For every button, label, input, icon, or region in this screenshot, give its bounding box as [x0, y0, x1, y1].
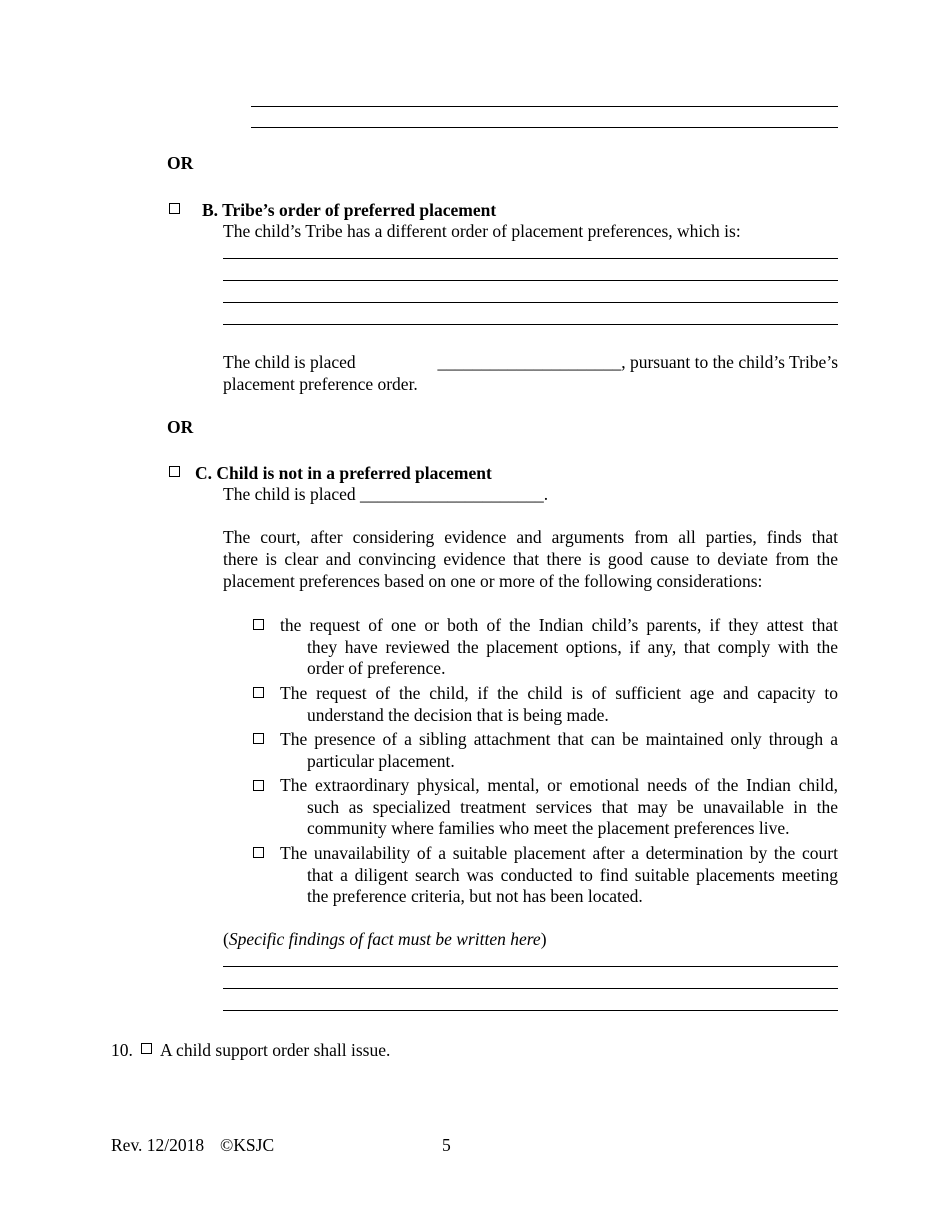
findings-blank-line-2[interactable]	[223, 988, 838, 989]
findings-close-paren: )	[540, 929, 547, 949]
item-10-number: 10.	[111, 1040, 133, 1060]
consideration-3-line-1: The presence of a sibling attachment that can be maintained only through a	[280, 729, 838, 749]
section-b-blank-line-3[interactable]	[223, 302, 838, 303]
section-b-blank-line-1[interactable]	[223, 258, 838, 259]
section-b-placed-suffix: , pursuant to the child’s Tribe’s	[621, 352, 838, 372]
footer-page-number: 5	[442, 1135, 451, 1155]
consideration-5	[280, 843, 838, 908]
consideration-5-checkbox[interactable]	[253, 847, 264, 858]
section-c-finding-line-3: placement preferences based on one or more of the following considerations:	[223, 571, 763, 591]
consideration-1-line-2: they have reviewed the placement options, if any, that comply with the	[307, 636, 838, 657]
section-b-checkbox[interactable]	[169, 203, 180, 214]
section-b-intro: The child’s Tribe has a different order of placement preferences, which is:	[223, 221, 741, 241]
findings-italic-text: Specific findings of fact must be written here	[228, 929, 541, 949]
footer-revision: Rev. 12/2018	[111, 1135, 205, 1155]
section-c-checkbox[interactable]	[169, 466, 180, 477]
section-c-finding-line-1: The court, after considering evidence and arguments from all parties, finds that	[223, 527, 838, 547]
consideration-4-line-1: The extraordinary physical, mental, or emotional needs of the Indian child,	[280, 775, 838, 795]
footer-copyright: ©KSJC	[220, 1135, 275, 1155]
section-b-placed-blank[interactable]: _____________________	[437, 352, 622, 372]
consideration-1	[280, 615, 838, 680]
section-b-heading: B. Tribe’s order of preferred placement	[202, 200, 497, 220]
consideration-4-line-2: such as specialized treatment services that may be unavailable in the	[307, 796, 838, 817]
section-b-placed-statement	[223, 351, 838, 373]
consideration-2-checkbox[interactable]	[253, 687, 264, 698]
section-b-placed-prefix: The child is placed	[223, 352, 356, 372]
section-b-placed-line2: placement preference order.	[223, 374, 418, 394]
section-c-placed-suffix: .	[543, 484, 549, 504]
or-label: OR	[167, 153, 194, 173]
consideration-2	[280, 683, 838, 726]
consideration-4-line-3: community where families who meet the placement preferences live.	[307, 818, 790, 838]
consideration-1-line-3: order of preference.	[307, 658, 446, 678]
consideration-5-line-2: that a diligent search was conducted to find suitable placements meeting	[307, 864, 838, 885]
section-b-blank-line-4[interactable]	[223, 324, 838, 325]
consideration-1-line-1: the request of one or both of the Indian child’s parents, if they attest that	[280, 615, 838, 635]
findings-blank-line-1[interactable]	[223, 966, 838, 967]
section-c-placed-prefix: The child is placed	[223, 484, 356, 504]
specific-findings-label	[223, 928, 547, 950]
findings-open-paren: (	[223, 929, 229, 949]
section-c-placed-blank[interactable]: _____________________	[360, 484, 544, 504]
consideration-1-checkbox[interactable]	[253, 619, 264, 630]
section-c-placed-statement	[223, 483, 548, 505]
consideration-3	[280, 729, 838, 772]
top-blank-line-1[interactable]	[251, 106, 838, 107]
consideration-4-checkbox[interactable]	[253, 780, 264, 791]
item-10-checkbox[interactable]	[141, 1043, 152, 1054]
consideration-2-line-1: The request of the child, if the child is of sufficient age and capacity to	[280, 683, 838, 703]
item-10-text: A child support order shall issue.	[160, 1040, 391, 1060]
top-blank-line-2[interactable]	[251, 127, 838, 128]
findings-blank-line-3[interactable]	[223, 1010, 838, 1011]
section-c-finding	[223, 526, 838, 592]
section-c-heading: C. Child is not in a preferred placement	[195, 463, 492, 483]
or-label: OR	[167, 417, 194, 437]
consideration-5-line-1: The unavailability of a suitable placement after a determination by the court	[280, 843, 838, 863]
consideration-3-line-2: particular placement.	[307, 750, 455, 771]
section-b-blank-line-2[interactable]	[223, 280, 838, 281]
consideration-3-checkbox[interactable]	[253, 733, 264, 744]
consideration-4	[280, 775, 838, 840]
consideration-5-line-3: the preference criteria, but not has been located.	[307, 886, 643, 906]
section-c-finding-line-2: there is clear and convincing evidence that there is good cause to deviate from the	[223, 549, 838, 569]
consideration-2-line-2: understand the decision that is being made.	[307, 704, 609, 725]
